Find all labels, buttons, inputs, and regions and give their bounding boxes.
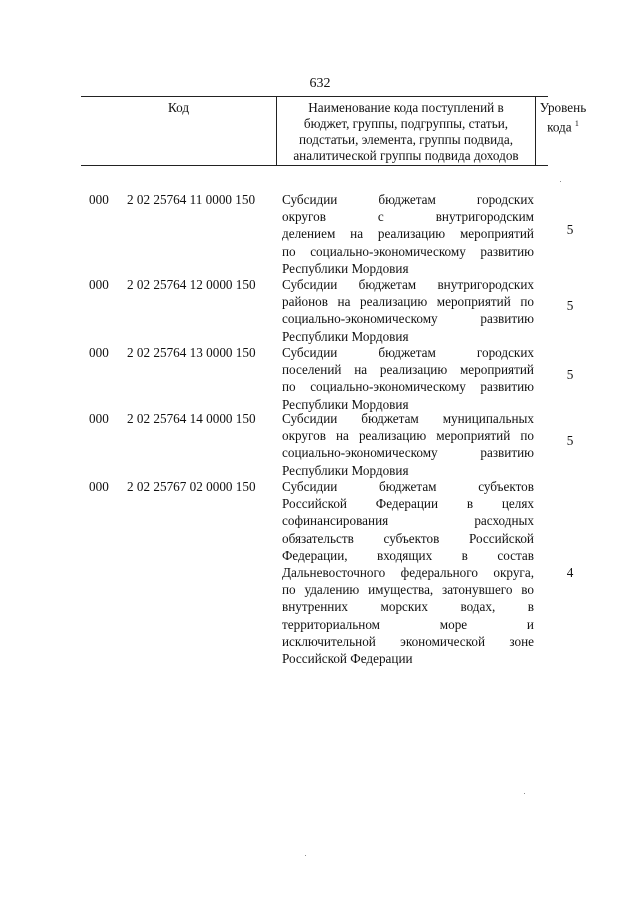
row-name-line: Субсидии бюджетам городских [282,192,534,207]
header-name-line: подстатьи, элемента, группы подвида, [299,132,513,147]
row-name [282,276,534,345]
row-name-line: Республики Мордовия [282,260,409,276]
row-admin-code: 000 [89,277,109,292]
row-name-line: по социально-экономическому развитию [282,379,534,395]
row-admin-code: 000 [89,479,109,494]
row-name-line: территориальном море и [282,616,534,632]
row-name-line: Субсидии бюджетам субъектов [282,479,534,494]
row-name [282,410,534,479]
row-level: 5 [566,367,574,382]
row-name-line: по удалению имущества, затонувшего во [282,582,534,598]
row-name-line: округов с внутригородским [282,209,534,225]
row-name-line: Дальневосточного федерального округа, [282,565,534,581]
row-income-code: 2 02 25764 13 0000 150 [127,345,256,360]
row-admin-code: 000 [89,345,109,360]
row-level: 4 [566,565,574,580]
row-name-line: социально-экономическому развитию [282,311,534,327]
header-name-line: Наименование кода поступлений в [308,100,504,115]
page-number: 632 [309,76,331,91]
row-name [282,478,534,667]
row-level: 5 [566,433,574,448]
row-name-line: Республики Мордовия [282,396,409,412]
header-name-column [277,97,536,165]
row-name-line: Субсидии бюджетам городских [282,345,534,360]
row-name [282,191,534,277]
header-level-line2 [536,116,590,135]
row-income-code: 2 02 25764 12 0000 150 [127,277,256,292]
header-level-footnote: 1 [574,119,579,128]
row-name-line: внутренних морских водах, в [282,599,534,615]
header-name-line: аналитической группы подвида доходов [293,148,519,163]
row-name-line: Субсидии бюджетам муниципальных [282,411,534,426]
table-header [81,96,587,166]
row-name-line: поселений на реализацию мероприятий [282,362,534,378]
row-name-line: Федерации, входящих в состав [282,547,534,563]
row-level: 5 [566,298,574,313]
header-code-column: Код [81,97,277,165]
row-admin-code: 000 [89,411,109,426]
row-name-line: округов на реализацию мероприятий по [282,428,534,444]
row-admin-code: 000 [89,192,109,207]
header-name-line: бюджет, группы, подгруппы, статьи, [303,116,509,131]
header-level-column [536,97,590,165]
scan-speck [560,181,561,182]
row-name-line: делением на реализацию мероприятий [282,226,534,242]
row-name-line: Субсидии бюджетам внутригородских [282,277,534,292]
row-name-line: исключительной экономической зоне [282,633,534,649]
row-name-line: обязательств субъектов Российской [282,530,534,546]
row-name-line: социально-экономическому развитию [282,445,534,461]
row-name-line: по социально-экономическому развитию [282,243,534,259]
header-level-text: кода [547,119,572,135]
header-level-line1: Уровень [539,100,587,115]
row-name-line: Республики Мордовия [282,462,409,478]
row-name-line: Российской Федерации в целях [282,496,534,512]
scan-speck [524,793,525,794]
row-income-code: 2 02 25764 11 0000 150 [127,192,256,207]
row-income-code: 2 02 25764 14 0000 150 [127,411,256,426]
row-name-line: районов на реализацию мероприятий по [282,294,534,310]
row-name-line: Республики Мордовия [282,328,409,344]
row-income-code: 2 02 25767 02 0000 150 [127,479,256,494]
row-name-line: софинансирования расходных [282,513,534,529]
scan-speck [305,855,306,856]
row-name-line: Российской Федерации [282,651,413,667]
row-name [282,344,534,413]
row-level: 5 [566,222,574,237]
